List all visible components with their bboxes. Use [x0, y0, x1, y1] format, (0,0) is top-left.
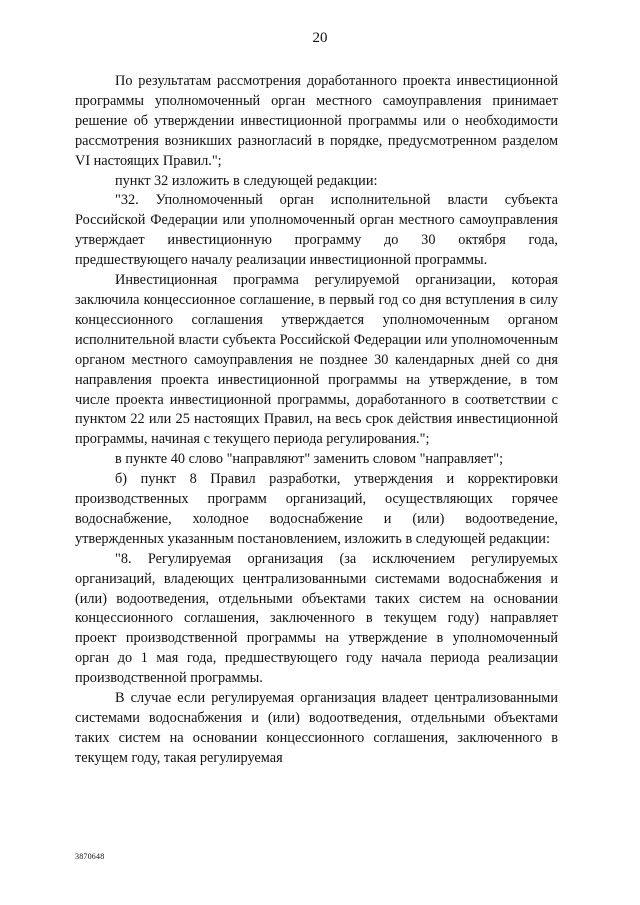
paragraph: пункт 32 изложить в следующей редакции:: [115, 172, 378, 189]
page-number: 20: [312, 30, 328, 46]
paragraph: б) пункт 8 Правил разработки, утверждения и корректировки производственных программ организаций, осуществляющих горячее водоснабжение, холодное водоснабжение и (или) водоотведение, утвержденных указанным постановлением, изложить в следующей редакции:: [75, 471, 558, 547]
paragraph: в пункте 40 слово "направляют" заменить словом "направляет";: [115, 451, 504, 468]
paragraph: Инвестиционная программа регулируемой организации, которая заключила концессионное соглашение, в первый год со дня вступления в силу концессионного соглашения утверждается уполномоченным органом исполнительной власти субъекта Российской Федерации или уполномоченным органом местного самоуправления не позднее 30 календарных дней со дня направления проекта инвестиционной программы на утверждение, в том числе проекта инвестиционной программы, доработанного в соответствии с пунктом 22 или 25 настоящих Правил, на весь срок действия инвестиционной программы, начиная с текущего периода регулирования.";: [75, 272, 558, 448]
paragraph: "32. Уполномоченный орган исполнительной власти субъекта Российской Федерации или уполномоченный орган местного самоуправления утверждает инвестиционную программу до 30 октября года, предшествующего началу реализации инвестиционной программы.: [75, 192, 558, 269]
paragraph: "8. Регулируемая организация (за исключением регулируемых организаций, владеющих централизованными системами водоснабжения и (или) водоотведения, отдельными объектами таких систем на основании концессионного соглашения, заключенного в текущем году) направляет проект производственной программы на утверждение в уполномоченный орган до 1 мая года, предшествующего году начала периода реализации производственной программы.: [75, 550, 558, 687]
document-body: [75, 72, 558, 769]
document-code: 3870648: [75, 852, 105, 861]
paragraph: В случае если регулируемая организация владеет централизованными системами водоснабжения и (или) водоотведения, отдельными объектами таких систем на основании концессионного соглашения, заключенного в текущем году, такая регулируемая: [75, 690, 558, 766]
paragraph: По результатам рассмотрения доработанного проекта инвестиционной программы уполномоченный орган местного самоуправления принимает решение об утверждении инвестиционной программы или о необходимости рассмотрения возникших разногласий в порядке, предусмотренном разделом VI настоящих Правил.";: [75, 73, 558, 169]
